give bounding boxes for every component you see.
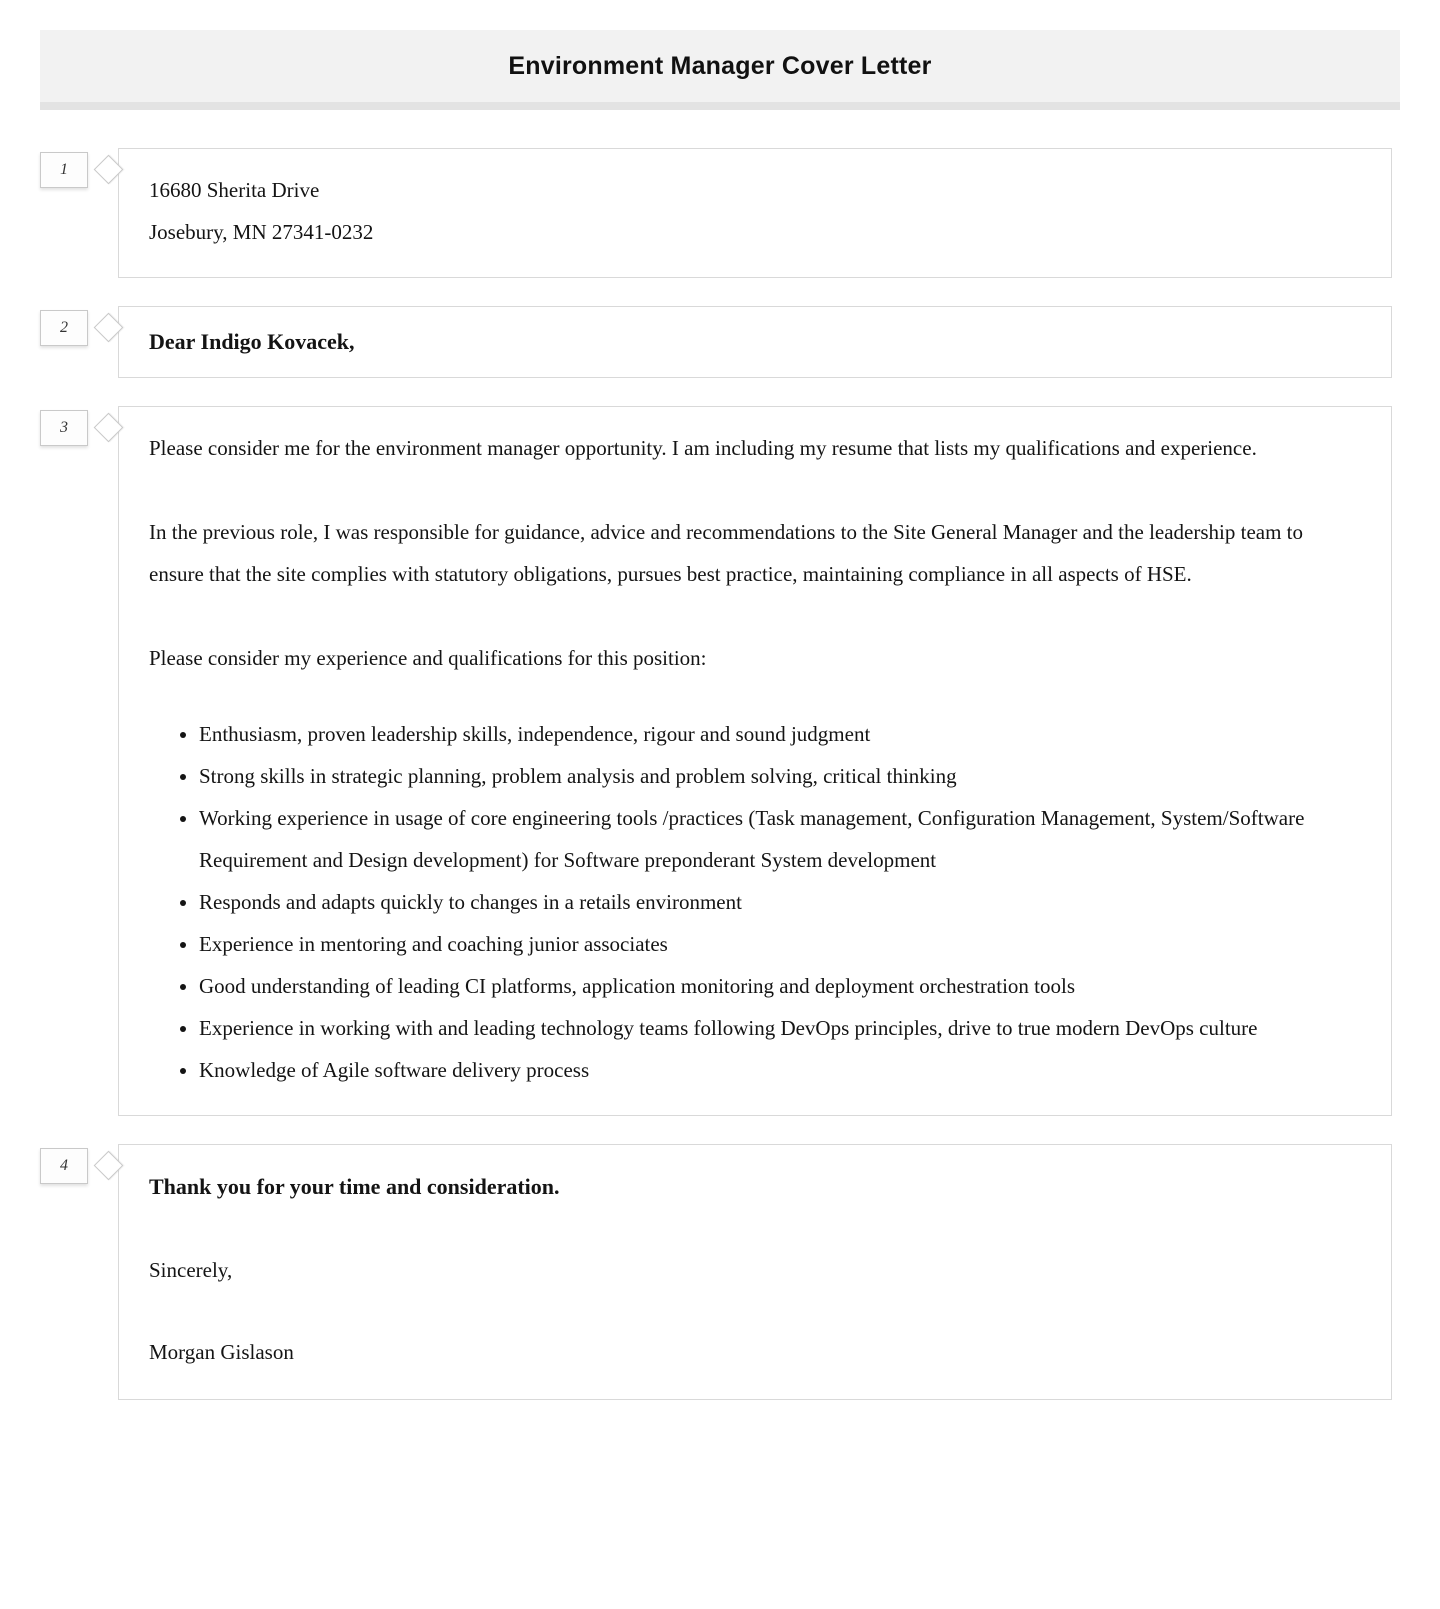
letter-body-box — [118, 406, 1392, 1116]
list-item: • Experience in mentoring and coaching junior associates — [199, 923, 1351, 965]
body-paragraph-intro: Please consider me for the environment manager opportunity. I am including my resume that lists my qualifications and experience. — [149, 436, 1257, 460]
salutation-text: Dear Indigo Kovacek, — [149, 329, 355, 354]
list-item: • Enthusiasm, proven leadership skills, independence, rigour and sound judgment — [199, 713, 1351, 755]
body-paragraph-lead-in: Please consider my experience and qualifications for this position: — [149, 646, 707, 670]
list-item: • Good understanding of leading CI platforms, application monitoring and deployment orchestration tools — [199, 965, 1351, 1007]
section-number: 3 — [60, 419, 68, 436]
signature-name: Morgan Gislason — [149, 1340, 294, 1364]
list-item: • Working experience in usage of core engineering tools /practices (Task management, Configuration Management, System/Software Requirement and Design development) for Software preponderant System development — [199, 797, 1351, 881]
section-marker-1 — [40, 148, 118, 200]
section-number: 2 — [60, 319, 68, 336]
cover-letter-page — [0, 30, 1440, 1400]
section-number-badge — [40, 410, 88, 446]
section-marker-3 — [40, 406, 118, 458]
body-paragraph-previous-role: In the previous role, I was responsible for guidance, advice and recommendations to the Site General Manager and the leadership team to ensure that the site complies with statutory obligations, pursues best practice, maintaining compliance in all aspects of HSE. — [149, 520, 1304, 586]
salutation-box — [118, 306, 1392, 378]
address-line-street: 16680 Sherita Drive — [149, 178, 320, 202]
section-number-badge — [40, 152, 88, 188]
section-number: 4 — [60, 1157, 68, 1174]
section-body — [40, 406, 1392, 1116]
section-number: 1 — [60, 161, 68, 178]
address-line-city: Josebury, MN 27341-0232 — [149, 220, 374, 244]
section-salutation — [40, 306, 1392, 378]
closing-box — [118, 1144, 1392, 1400]
section-marker-4 — [40, 1144, 118, 1196]
qualifications-list — [149, 713, 1351, 1091]
address-box — [118, 148, 1392, 278]
page-header — [40, 30, 1400, 110]
section-number-badge — [40, 1148, 88, 1184]
page-title: Environment Manager Cover Letter — [508, 51, 932, 80]
list-item: • Responds and adapts quickly to changes in a retails environment — [199, 881, 1351, 923]
section-marker-2 — [40, 306, 118, 358]
section-number-badge — [40, 310, 88, 346]
signoff-text: Sincerely, — [149, 1258, 233, 1282]
section-closing — [40, 1144, 1392, 1400]
list-item: • Knowledge of Agile software delivery process — [199, 1049, 1351, 1091]
list-item: • Experience in working with and leading technology teams following DevOps principles, drive to true modern DevOps culture — [199, 1007, 1351, 1049]
list-item: • Strong skills in strategic planning, problem analysis and problem solving, critical thinking — [199, 755, 1351, 797]
section-address — [40, 148, 1392, 278]
thank-you-text: Thank you for your time and consideration. — [149, 1174, 560, 1199]
